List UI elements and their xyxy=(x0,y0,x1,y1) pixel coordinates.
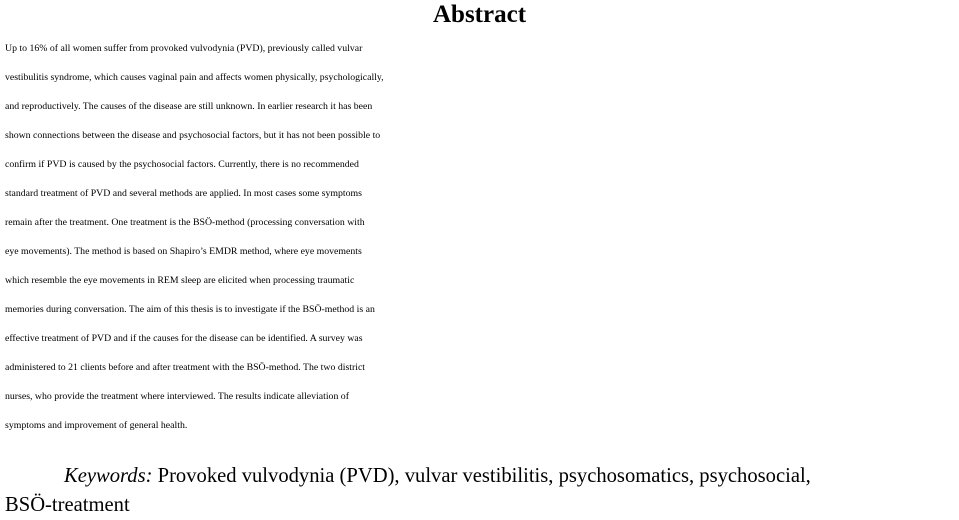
abstract-line: Up to 16% of all women suffer from provoked vulvodynia (PVD), previously called vulvar xyxy=(5,43,363,54)
abstract-line: eye movements). The method is based on Shapiro’s EMDR method, where eye movements xyxy=(5,246,362,257)
abstract-line: nurses, who provide the treatment where interviewed. The results indicate alleviation of xyxy=(5,391,349,402)
abstract-line: administered to 21 clients before and after treatment with the BSÖ-method. The two district xyxy=(5,362,366,373)
abstract-line: vestibulitis syndrome, which causes vaginal pain and affects women physically, psychologically, xyxy=(5,72,384,83)
abstract-line: effective treatment of PVD and if the causes for the disease can be identified. A survey was xyxy=(5,333,363,344)
abstract-line: memories during conversation. The aim of this thesis is to investigate if the BSÖ-method is an xyxy=(5,304,375,315)
abstract-paragraph xyxy=(5,34,955,440)
keywords-paragraph xyxy=(5,462,954,520)
abstract-line: and reproductively. The causes of the disease are still unknown. In earlier research it has been xyxy=(5,101,373,112)
abstract-line: remain after the treatment. One treatment is the BSÖ-method (processing conversation with xyxy=(5,217,365,228)
abstract-heading: Abstract xyxy=(432,1,527,28)
keywords-text: Provoked vulvodynia (PVD), vulvar vestibilitis, psychosomatics, psychosocial, xyxy=(152,465,811,487)
keywords-label: Keywords: xyxy=(64,465,153,487)
abstract-line: confirm if PVD is caused by the psychosocial factors. Currently, there is no recommended xyxy=(5,159,359,170)
abstract-line: shown connections between the disease and psychosocial factors, but it has not been possible to xyxy=(5,130,381,141)
abstract-line: which resemble the eye movements in REM sleep are elicited when processing traumatic xyxy=(5,275,355,286)
keywords-line-2: BSÖ-treatment xyxy=(5,494,130,516)
abstract-line: standard treatment of PVD and several methods are applied. In most cases some symptoms xyxy=(5,188,362,199)
abstract-line: symptoms and improvement of general health. xyxy=(5,420,188,431)
keywords-line-1 xyxy=(64,462,954,491)
